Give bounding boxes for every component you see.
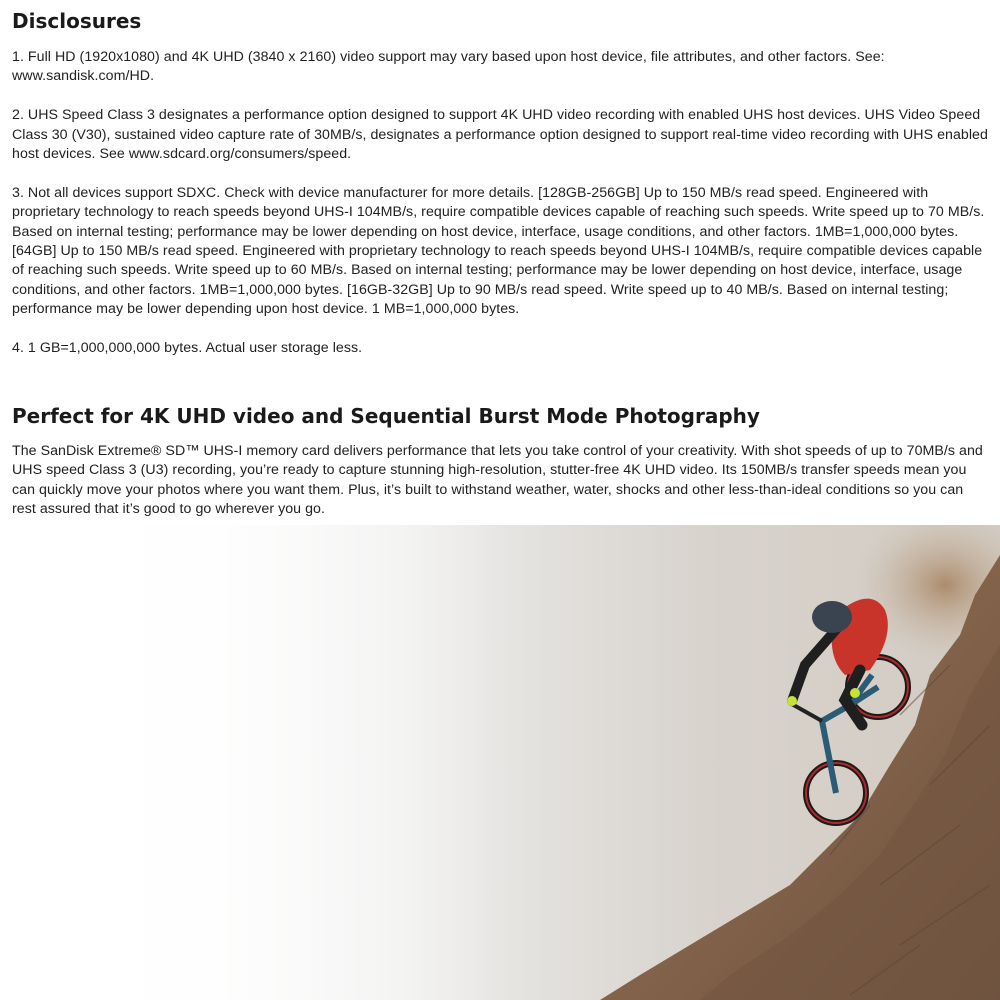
mountain-biker-photo [0,525,1000,1000]
disclosure-item-1: 1. Full HD (1920x1080) and 4K UHD (3840 x 2160) video support may vary based upon host device, file attributes, and other factors. See: www.sandisk.com/HD. [12,49,885,85]
feature-title: Perfect for 4K UHD video and Sequential Burst Mode Photography [12,404,760,428]
hero-image [0,525,1000,1000]
disclosure-item-4: 4. 1 GB=1,000,000,000 bytes. Actual user storage less. [12,340,363,357]
disclosures-section [12,8,988,378]
disclosure-item-3: 3. Not all devices support SDXC. Check with device manufacturer for more details. [128GB-256GB] Up to 150 MB/s read speed. Engineered with proprietary technology to reach speeds beyond UHS-I 104MB/s, require compatible devices capable of reaching such speeds. Write speed up to 70 MB/s. Based on internal testing; performance may be lower depending on host device, interface, usage conditions, and other factors. 1MB=1,000,000 bytes. [64GB] Up to 150 MB/s read speed. Engineered with proprietary technology to reach speeds beyond UHS-I 104MB/s, require compatible devices capable of reaching such speeds. Write speed up to 60 MB/s. Based on internal testing; performance may be lower depending on host device, interface, usage conditions, and other factors. 1MB=1,000,000 bytes. [16GB-32GB] Up to 90 MB/s read speed. Write speed up to 40 MB/s. Based on internal testing; performance may be lower depending upon host device. 1 MB=1,000,000 bytes. [12,184,985,318]
feature-body: The SanDisk Extreme® SD™ UHS-I memory card delivers performance that lets you take control of your creativity. With shot speeds of up to 70MB/s and UHS speed Class 3 (U3) recording, you’re ready to capture stunning high-resolution, stutter-free 4K UHD video. Its 150MB/s transfer speeds mean you can quickly move your photos where you want them. Plus, it’s built to withstand weather, water, shocks and other less-than-ideal conditions so you can rest assured that it’s good to go wherever you go. [12,443,983,518]
disclosures-title: Disclosures [12,9,142,33]
feature-section [12,403,988,539]
disclosure-item-2: 2. UHS Speed Class 3 designates a performance option designed to support 4K UHD video recording with enabled UHS host devices. UHS Video Speed Class 30 (V30), sustained video capture rate of 30MB/s, designates a performance option designed to support real-time video recording with UHS enabled host devices. See www.sdcard.org/consumers/speed. [12,107,988,163]
